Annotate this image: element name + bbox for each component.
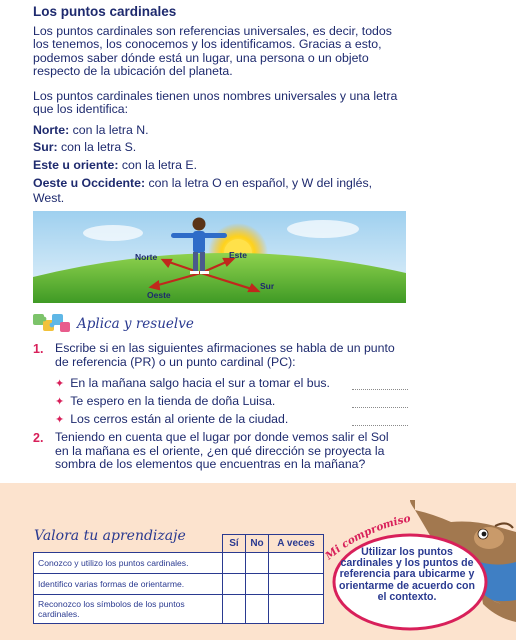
criterion: Reconozco los símbolos de los puntos cardinales. [34,595,223,624]
table-row [34,553,324,574]
criterion: Conozco y utilizo los puntos cardinales. [34,553,223,574]
cardinal-points-illustration [33,211,406,303]
answer-line-3[interactable] [352,424,408,426]
answer-line-2[interactable] [352,406,408,408]
star-icon: ✦ [55,414,65,426]
label-oeste: Oeste [147,290,171,300]
statement-3: ✦ Los cerros están al oriente de la ciudad. [55,412,289,426]
table-row [34,595,324,624]
check-si[interactable] [223,595,246,624]
puzzle-icon [30,310,72,336]
question-1-text: Escribe si en las siguientes afirmaciones se habla de un punto de referencia (PR) o un punto cardinal (PC): [55,341,395,369]
item-este: Este u oriente: con la letra E. [33,158,198,172]
answer-line-1[interactable] [352,388,408,390]
check-a-veces[interactable] [269,574,324,595]
check-si[interactable] [223,553,246,574]
cloud [287,220,359,238]
label-norte: Norte [135,252,158,262]
valora-title: Valora tu aprendizaje [34,528,186,544]
item-norte: Norte: con la letra N. [33,123,149,137]
question-number: 2. [33,431,44,445]
label-sur: Sur [260,281,275,291]
cloud [83,225,143,241]
intro-paragraph: Los puntos cardinales son referencias universales, es decir, todos los tenemos, los conocemos y los identificamos. Gracias a esto, podemos saber dónde está un lugar, una persona o un objeto respecto de la ubicación del planeta. [33,24,392,79]
label-este: Este [229,250,247,260]
self-evaluation-table [33,534,324,624]
aplica-title: Aplica y resuelve [77,316,194,332]
statement-1: ✦ En la mañana salgo hacia el sur a tomar el bus. [55,376,330,390]
statement-2: ✦ Te espero en la tienda de doña Luisa. [55,394,276,408]
names-paragraph: Los puntos cardinales tienen unos nombres universales y una letra que los identifica: [33,89,398,117]
check-no[interactable] [246,553,269,574]
check-no[interactable] [246,574,269,595]
col-a-veces: A veces [269,535,324,553]
item-oeste-continuation: West. [33,191,65,205]
question-2-text: Teniendo en cuenta que el lugar por donde vemos salir el Sol en la mañana es el oriente, ¿en qué dirección se proyecta la sombra de los elementos que encuentras en la mañana? [55,430,389,472]
col-no: No [246,535,269,553]
table-row [34,574,324,595]
check-no[interactable] [246,595,269,624]
check-a-veces[interactable] [269,595,324,624]
section-title: Los puntos cardinales [33,4,177,19]
star-icon: ✦ [55,378,65,390]
compromiso-title: Mi compromiso [323,512,412,563]
check-a-veces[interactable] [269,553,324,574]
item-sur: Sur: con la letra S. [33,140,137,154]
star-icon: ✦ [55,396,65,408]
check-si[interactable] [223,574,246,595]
criterion: Identifico varias formas de orientarme. [34,574,223,595]
compromiso-text: Utilizar los puntos cardinales y los puntos de referencia para ubicarme y orientarme de acuerdo con el contexto. [339,546,475,603]
question-number: 1. [33,342,44,356]
col-si: Sí [223,535,246,553]
item-oeste: Oeste u Occidente: con la letra O en español, y W del inglés, [33,176,373,190]
